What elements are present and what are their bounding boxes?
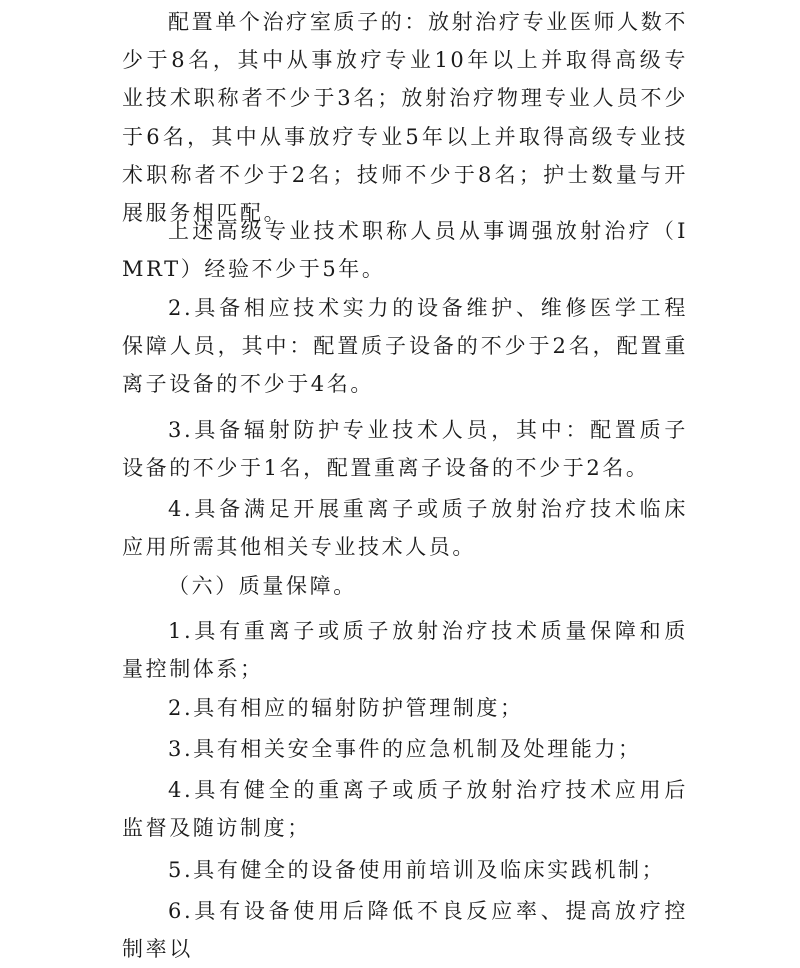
quality-item-3: 3.具有相关安全事件的应急机制及处理能力； [168, 737, 642, 761]
quality-item-1: 1.具有重离子或质子放射治疗技术质量保障和质量控制体系； [122, 619, 688, 682]
quality-item-5: 5.具有健全的设备使用前培训及临床实践机制； [168, 858, 666, 882]
quality-item-2: 2.具有相应的辐射防护管理制度； [168, 696, 524, 720]
paragraph-item-4-other-staff: 4.具备满足开展重离子或质子放射治疗技术临床应用所需其他相关专业技术人员。 [122, 497, 688, 560]
quality-item-6: 6.具有设备使用后降低不良反应率、提高放疗控制率以 [122, 899, 688, 962]
section-heading-quality: （六）质量保障。 [168, 574, 357, 598]
paragraph-imrt-experience: 上述高级专业技术职称人员从事调强放射治疗（IMRT）经验不少于5年。 [122, 219, 688, 282]
paragraph-staffing-requirements: 配置单个治疗室质子的：放射治疗专业医师人数不少于8名，其中从事放疗专业10年以上并取得高级专业技术职称者不少于3名；放射治疗物理专业人员不少于6名，其中从事放疗专业5年以上并取得高级专业技术职称者不少于2名；技师不少于8名；护士数量与开展服务相匹配。 [122, 10, 688, 226]
paragraph-item-3-radiation-protection: 3.具备辐射防护专业技术人员，其中：配置质子设备的不少于1名，配置重离子设备的不少于2名。 [122, 418, 688, 481]
paragraph-item-2-engineering: 2.具备相应技术实力的设备维护、维修医学工程保障人员，其中：配置质子设备的不少于2名，配置重离子设备的不少于4名。 [122, 296, 688, 397]
quality-item-4: 4.具有健全的重离子或质子放射治疗技术应用后监督及随访制度； [122, 778, 688, 841]
